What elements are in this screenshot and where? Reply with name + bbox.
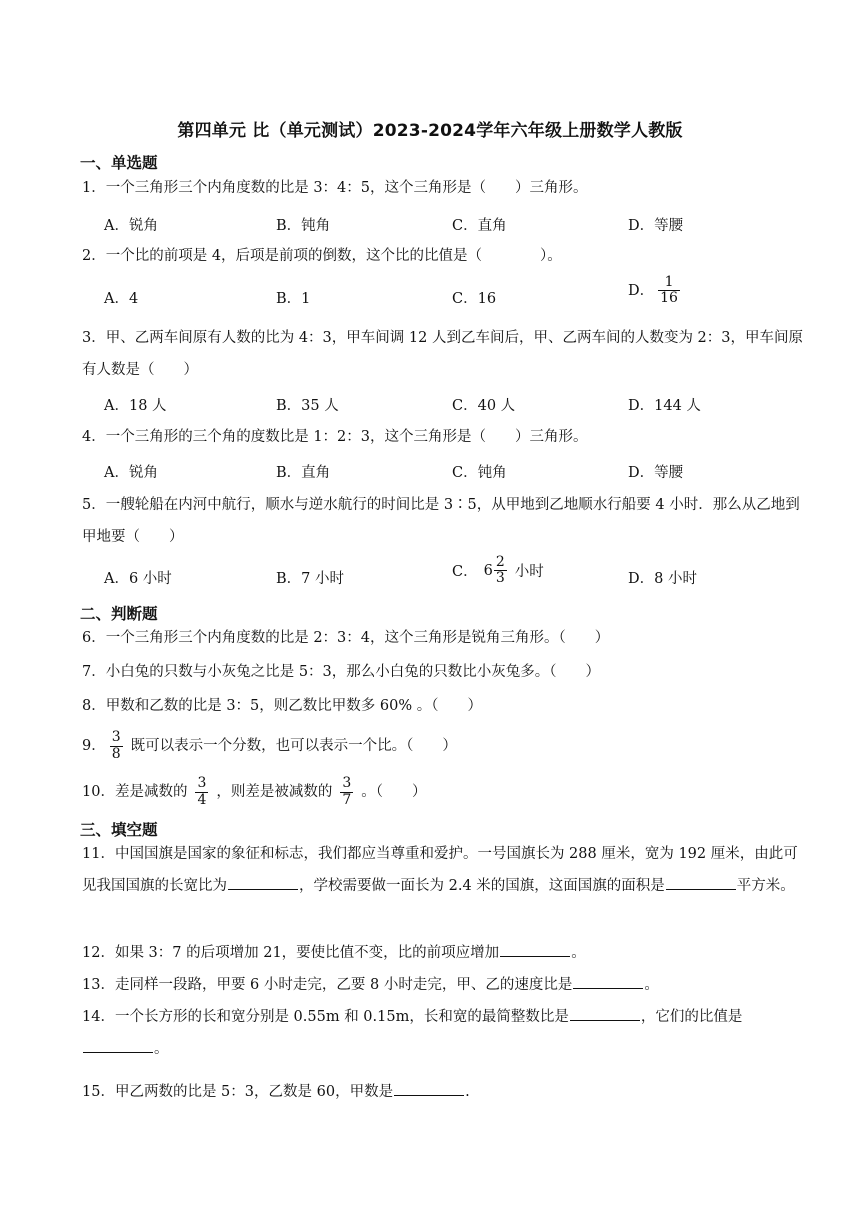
option-a: A．锐角: [104, 465, 158, 481]
fraction-denominator: 16: [660, 290, 678, 307]
question-11-part-1: 11．中国国旗是国家的象征和标志，我们都应当尊重和爱护。一号国旗长为 288 厘米，宽为 192 厘米，由此可见我国国旗的长宽比为: [82, 846, 798, 894]
fraction: [110, 730, 123, 762]
answer-blank[interactable]: [573, 974, 643, 989]
question-1: 1．一个三角形三个内角度数的比是 3：4：5，这个三角形是（ ）三角形。: [82, 180, 588, 196]
question-3: 3．甲、乙两车间原有人数的比为 4：3，甲车间调 12 人到乙车间后，甲、乙两车间的人数变为 2：3，甲车间原有人数是（ ）: [82, 330, 804, 378]
page-title: 第四单元 比（单元测试）2023-2024学年六年级上册数学人教版: [177, 121, 683, 141]
question-10-prefix: 10．差是减数的: [82, 784, 188, 800]
question-14-end: 。: [154, 1041, 169, 1057]
fraction: [494, 555, 507, 587]
answer-blank[interactable]: [570, 1006, 640, 1021]
question-13-text: 13．走同样一段路，甲要 6 小时走完，乙要 8 小时走完，甲、乙的速度比是: [82, 977, 573, 993]
mixed-number: [452, 555, 544, 587]
fraction-denominator: 8: [111, 745, 121, 762]
fraction-numerator: 1: [658, 275, 680, 291]
question-8: 8．甲数和乙数的比是 3：5，则乙数比甲数多 60% 。（ ）: [82, 698, 482, 714]
option-d-prefix: D．: [628, 282, 655, 299]
option-c-prefix: C．: [452, 564, 478, 581]
fraction-numerator: 3: [197, 775, 207, 792]
option-d: D．等腰: [628, 465, 684, 481]
answer-blank[interactable]: [666, 875, 736, 890]
question-14-mid: ，它们的比值是: [640, 1009, 743, 1025]
question-14: [82, 1001, 812, 1065]
option-c: C．40 人: [452, 398, 516, 414]
answer-blank[interactable]: [228, 875, 298, 890]
option-c-suffix: 小时: [514, 564, 544, 581]
option-d: D．144 人: [628, 398, 701, 414]
option-a: A．4: [104, 291, 139, 307]
question-9-prefix: 9．: [82, 738, 106, 754]
question-5: 5．一艘轮船在内河中航行，顺水与逆水航行的时间比是 3∶5，从甲地到乙地顺水行船要 4 小时．那么从乙地到甲地要（ ）: [82, 497, 800, 545]
section-heading-true-false: 二、判断题: [80, 605, 158, 623]
answer-blank[interactable]: [500, 942, 570, 957]
question-9-text: 既可以表示一个分数，也可以表示一个比。（ ）: [130, 738, 457, 754]
question-12-text: 12．如果 3：7 的后项增加 21，要使比值不变，比的前项应增加: [82, 945, 500, 961]
question-2-options: [104, 274, 804, 317]
question-9: [82, 722, 812, 770]
fraction: [340, 776, 353, 808]
question-7: 7．小白兔的只数与小灰兔之比是 5：3，那么小白兔的只数比小灰兔多。（ ）: [82, 664, 601, 680]
option-c: C．16: [452, 291, 497, 307]
option-a: A．18 人: [104, 398, 167, 414]
fraction: [195, 776, 208, 808]
option-c: C．直角: [452, 218, 507, 234]
question-15: [82, 1076, 812, 1108]
option-b: B．钝角: [276, 218, 331, 234]
mixed-whole: 6: [483, 562, 493, 579]
fraction-numerator: 3: [342, 775, 352, 792]
section-heading-single-choice: 一、单选题: [80, 154, 158, 172]
question-10: [82, 768, 812, 816]
fraction: [658, 275, 680, 307]
question-10-suffix: 。（ ）: [361, 784, 427, 800]
question-11: [82, 838, 812, 902]
option-d: D．8 小时: [628, 571, 697, 587]
question-4-options: [104, 461, 804, 491]
question-4: 4．一个三角形的三个角的度数比是 1：2：3，这个三角形是（ ）三角形。: [82, 429, 588, 445]
option-a: A．锐角: [104, 218, 158, 234]
fraction-numerator: 2: [495, 554, 505, 570]
question-13-end: 。: [644, 977, 659, 993]
fraction-denominator: 4: [197, 791, 207, 808]
question-12-end: 。: [571, 945, 586, 961]
option-c: C．钝角: [452, 465, 507, 481]
section-heading-fill-blank: 三、填空题: [80, 821, 158, 839]
option-b: B．1: [276, 291, 311, 307]
option-b: B．直角: [276, 465, 331, 481]
question-11-part-3: 平方米。: [736, 878, 795, 894]
answer-blank[interactable]: [394, 1081, 464, 1096]
question-6: 6．一个三角形三个内角度数的比是 2：3：4，这个三角形是锐角三角形。（ ）: [82, 630, 610, 646]
option-b: B．7 小时: [276, 571, 344, 587]
question-2: 2．一个比的前项是 4，后项是前项的倒数，这个比的比值是（ ）。: [82, 248, 562, 264]
question-11-part-2: ，学校需要做一面长为 2.4 米的国旗，这面国旗的面积是: [299, 878, 665, 894]
question-15-end: .: [465, 1084, 470, 1100]
fraction-denominator: 3: [495, 570, 505, 587]
option-a: A．6 小时: [104, 571, 172, 587]
question-13: [82, 969, 812, 1001]
question-12: [82, 937, 812, 969]
option-d: [628, 275, 684, 307]
question-15-text: 15．甲乙两数的比是 5：3，乙数是 60，甲数是: [82, 1084, 394, 1100]
option-b: B．35 人: [276, 398, 339, 414]
question-5-options: [104, 554, 804, 597]
fraction-numerator: 3: [111, 729, 121, 746]
fraction-denominator: 7: [342, 791, 352, 808]
question-14-text: 14．一个长方形的长和宽分别是 0.55m 和 0.15m，长和宽的最简整数比是: [82, 1009, 569, 1025]
option-c: [452, 555, 544, 587]
option-d: D．等腰: [628, 218, 684, 234]
question-3-options: [104, 394, 804, 424]
answer-blank[interactable]: [83, 1038, 153, 1053]
question-10-mid: ，则差是被减数的: [216, 784, 333, 800]
